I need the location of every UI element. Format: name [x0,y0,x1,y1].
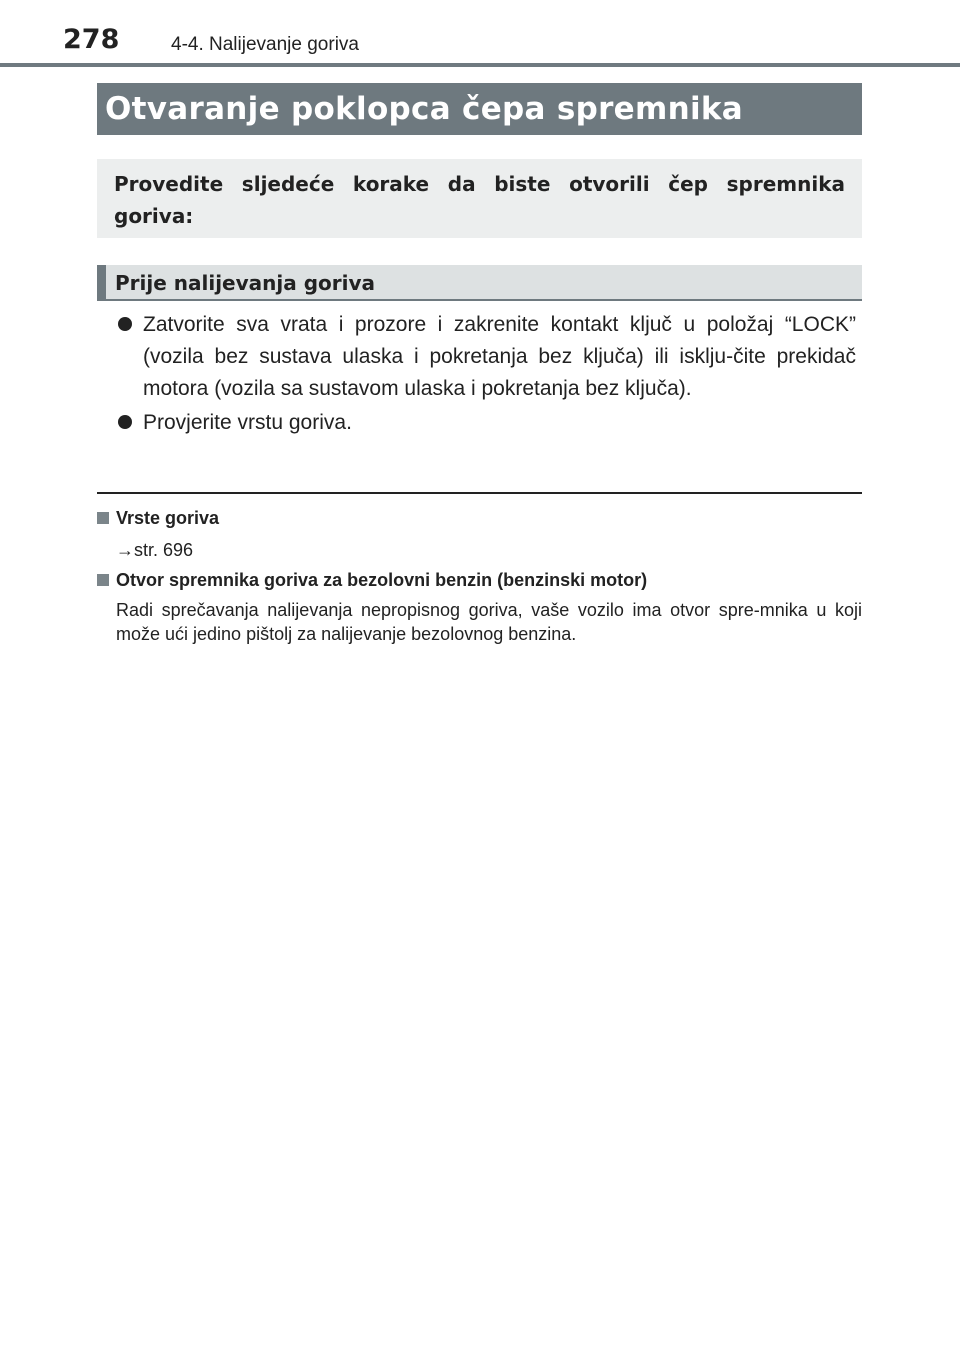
note-heading [97,568,862,592]
list-item-text: Zatvorite sva vrata i prozore i zakrenite kontakt ključ u položaj “LOCK” (vozila bez sustava ulaska i pokretanja bez ključa) ili isklju-čite prekidač motora (vozila sa sustavom ulaska i pokretanja bez ključa). [143,313,856,400]
section-header: 4-4. Nalijevanje goriva [171,34,359,55]
page-number: 278 [63,24,120,55]
square-bullet-icon [97,574,109,586]
divider [97,492,862,494]
note-body: Radi sprečavanja nalijevanja nepropisnog goriva, vaše vozilo ima otvor spre-mnika u koji može ući jedino pištolj za nalijevanje bezolovnog benzina. [116,600,862,644]
list-item-text: Provjerite vrstu goriva. [143,411,352,434]
bullet-dot-icon [118,317,132,331]
note-fuel-inlet [97,568,862,646]
note-heading [97,506,862,530]
note-title: Otvor spremnika goriva za bezolovni benzin (benzinski motor) [116,570,648,590]
note-title: Vrste goriva [116,508,220,528]
list-item [118,309,856,405]
bullet-dot-icon [118,415,132,429]
subsection-header: Prije nalijevanja goriva [97,265,862,301]
header-rule [0,63,960,67]
page-reference-link[interactable]: →str. 696 [116,540,194,560]
note-fuel-types [97,506,862,562]
page-title: Otvaranje poklopca čepa spremnika [97,83,862,135]
intro-box: Provedite sljedeće korake da biste otvorili čep spremnika goriva: [97,159,862,238]
square-bullet-icon [97,512,109,524]
list-item [118,407,856,439]
bullet-list [118,309,856,441]
